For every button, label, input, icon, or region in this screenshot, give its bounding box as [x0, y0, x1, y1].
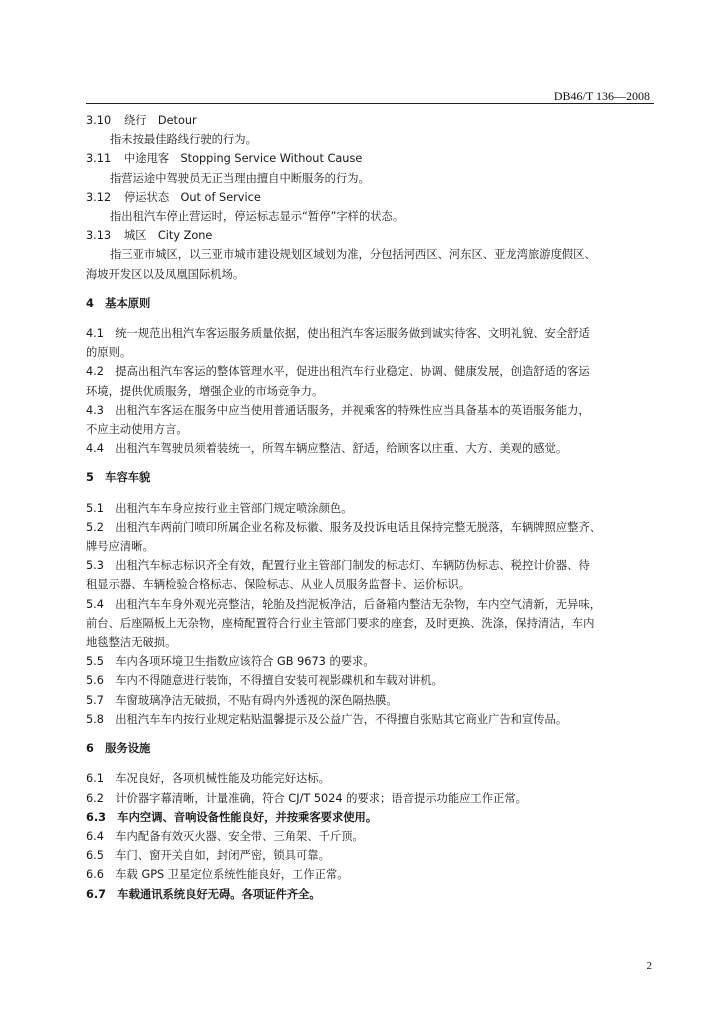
clause-line: 6.2 计价器字幕清晰，计量准确，符合 CJ/T 5024 的要求；语音提示功能应工作正常。 — [86, 791, 527, 805]
clause-line: 4.3 出租汽车客运在服务中应当使用普通话服务，并视乘客的特殊性应当具备基本的英语服务能力， — [86, 403, 590, 417]
term-definition-line: 海坡开发区以及凤凰国际机场。 — [86, 267, 245, 281]
clause-5-2 — [86, 518, 656, 556]
term-number: 3.11 — [86, 152, 112, 166]
clause-6-7 — [86, 885, 656, 904]
header-rule — [86, 103, 654, 104]
clause-5-6 — [86, 671, 656, 690]
term-definition: 指营运途中驾驶员无正当理由擅自中断服务的行为。 — [110, 171, 370, 185]
clause-5-5 — [86, 652, 656, 671]
clause-line: 环境，提供优质服务，增强企业的市场竞争力。 — [86, 384, 324, 398]
clause-line: 5.6 车内不得随意进行装饰，不得擅自安装可视影碟机和车载对讲机。 — [86, 674, 443, 688]
clause-line: 6.3 车内空调、音响设备性能良好，并按乘客要求使用。 — [86, 810, 378, 824]
term-3-10 — [86, 111, 656, 149]
term-title: 城区 City Zone — [124, 229, 213, 243]
clause-line: 6.4 车内配备有效灭火器、安全带、三角架、千斤顶。 — [86, 829, 364, 843]
term-number: 3.13 — [86, 229, 112, 243]
clause-line: 4.2 提高出租汽车客运的整体管理水平，促进出租汽车行业稳定、协调、健康发展，创造舒适的客运 — [86, 365, 590, 379]
term-title: 中途甩客 Stopping Service Without Cause — [124, 152, 363, 166]
term-3-12 — [86, 188, 656, 226]
term-3-13 — [86, 226, 656, 284]
clause-line: 5.8 出租汽车车内按行业规定粘贴温馨提示及公益广告，不得擅自张贴其它商业广告和宣传品。 — [86, 712, 568, 726]
clause-line: 不应主动使用方言。 — [86, 423, 188, 437]
clause-line: 的原则。 — [86, 346, 132, 360]
clause-5-1 — [86, 499, 656, 518]
clause-6-1 — [86, 769, 656, 788]
clause-6-6 — [86, 865, 656, 884]
clause-line: 5.4 出租汽车车身外观光亮整洁，轮胎及挡泥板净洁，后备箱内整洁无杂物，车内空气清新，无异味， — [86, 597, 602, 611]
clause-line: 5.1 出租汽车车身应按行业主管部门规定喷涂颜色。 — [86, 501, 353, 515]
clause-line: 6.6 车载 GPS 卫星定位系统性能良好，工作正常。 — [86, 868, 349, 882]
clause-5-3 — [86, 556, 656, 594]
section-heading-4: 4 基本原则 — [86, 296, 151, 310]
term-title: 绕行 Detour — [124, 114, 197, 127]
document-code: DB46/T 136—2008 — [553, 89, 650, 103]
clause-line: 5.5 车内各项环境卫生指数应该符合 GB 9673 的要求。 — [86, 655, 375, 669]
clause-4-3 — [86, 401, 656, 439]
clause-4-1 — [86, 324, 656, 362]
clause-line: 租显示器、车辆检验合格标志、保险标志、从业人员服务监督卡、运价标识。 — [86, 578, 471, 592]
clause-5-4 — [86, 595, 656, 653]
clause-4-2 — [86, 362, 656, 400]
section-heading-6: 6 服务设施 — [86, 742, 151, 756]
clause-line: 6.1 车况良好，各项机械性能及功能完好达标。 — [86, 772, 330, 786]
clause-line: 5.7 车窗玻璃净洁无破损，不贴有碍内外透视的深色隔热膜。 — [86, 693, 398, 707]
clause-line: 地毯整洁无破损。 — [86, 636, 177, 650]
clause-5-8 — [86, 710, 656, 729]
clause-line: 4.1 统一规范出租汽车客运服务质量依据，使出租汽车客运服务做到诚实待客、文明礼貌、安全舒适 — [86, 327, 590, 341]
page-content — [86, 111, 656, 904]
section-heading-5: 5 车容车貌 — [86, 471, 151, 485]
term-title: 停运状态 Out of Service — [124, 190, 261, 204]
clause-6-3 — [86, 808, 656, 827]
term-definition: 指未按最佳路线行驶的行为。 — [110, 133, 257, 147]
term-number: 3.12 — [86, 190, 112, 204]
clause-5-7 — [86, 691, 656, 710]
clause-line: 5.2 出租汽车两前门喷印所属企业名称及标徽、服务及投诉电话且保持完整无脱落，车辆牌照应整齐、 — [86, 520, 602, 534]
clause-line: 牌号应清晰。 — [86, 540, 154, 554]
term-definition-line: 指三亚市城区，以三亚市城市建设规划区域划为准，分包括河西区、河东区、亚龙湾旅游度假区、 — [110, 248, 596, 262]
clause-4-4 — [86, 439, 656, 458]
clause-line: 6.7 车载通讯系统良好无碍。各项证件齐全。 — [86, 887, 321, 901]
page-number: 2 — [646, 960, 652, 972]
clause-6-5 — [86, 846, 656, 865]
clause-line: 5.3 出租汽车标志标识齐全有效，配置行业主管部门制发的标志灯、车辆防伪标志、税控计价器、待 — [86, 559, 590, 573]
clause-line: 前台、后座隔板上无杂物，座椅配置符合行业主管部门要求的座套，及时更换、洗涤，保持清洁，车内 — [86, 616, 595, 630]
clause-6-4 — [86, 827, 656, 846]
clause-6-2 — [86, 789, 656, 808]
term-3-11 — [86, 149, 656, 187]
term-definition: 指出租汽车停止营运时，停运标志显示“暂停”字样的状态。 — [110, 210, 405, 224]
term-number: 3.10 — [86, 114, 112, 127]
clause-line: 6.5 车门、窗开关自如，封闭严密，锁具可靠。 — [86, 849, 330, 863]
clause-line: 4.4 出租汽车驾驶员须着装统一，所驾车辆应整洁、舒适，给顾客以庄重、大方、美观的感觉。 — [86, 442, 568, 456]
